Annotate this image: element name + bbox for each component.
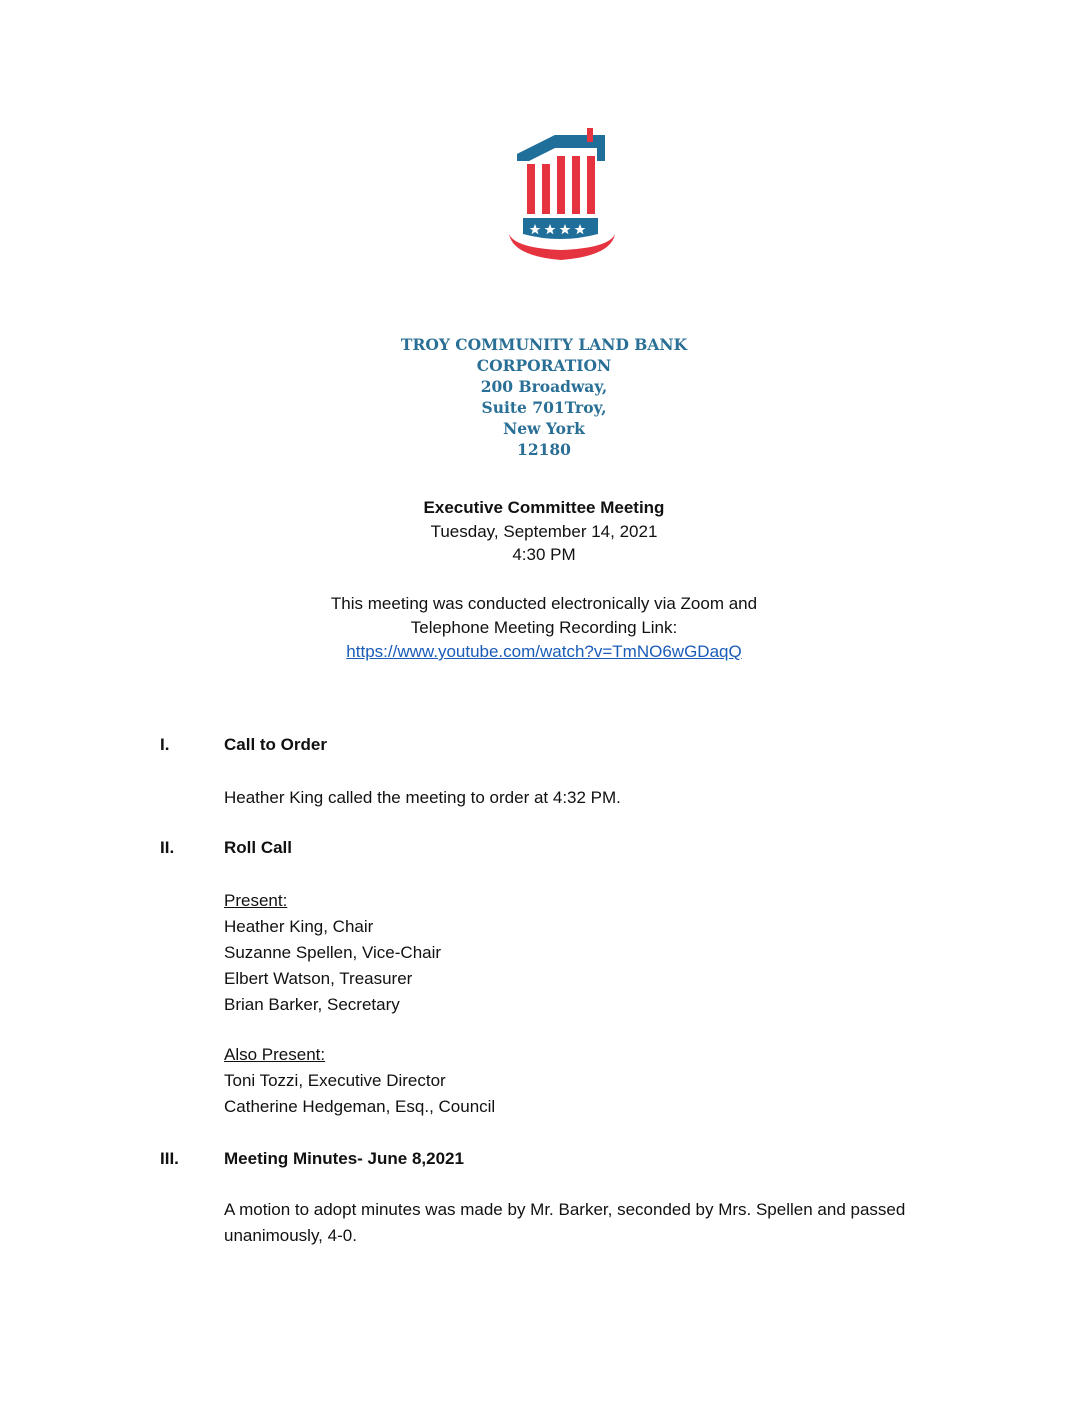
meeting-time: 4:30 PM (512, 545, 576, 564)
also-present-label: Also Present: (224, 1045, 326, 1064)
meeting-date: Tuesday, September 14, 2021 (430, 521, 658, 541)
meeting-title: Executive Committee Meeting (423, 498, 665, 517)
section-3-text-line-1: A motion to adopt minutes was made by Mr. Barker, seconded by Mrs. Spellen and passed (224, 1200, 906, 1219)
org-line-6: 12180 (517, 440, 571, 459)
conducted-line-2: Telephone Meeting Recording Link: (410, 618, 678, 637)
present-list (224, 888, 441, 1018)
section-3-title: Meeting Minutes- June 8,2021 (224, 1149, 464, 1168)
also-present-list (224, 1042, 495, 1120)
recording-link[interactable]: https://www.youtube.com/watch?v=TmNO6wGDaqQ (346, 642, 742, 661)
list-item: Toni Tozzi, Executive Director (224, 1071, 446, 1090)
section-2-title: Roll Call (224, 838, 293, 857)
list-item: Heather King, Chair (224, 917, 374, 936)
meeting-info (0, 496, 1088, 567)
list-item: Elbert Watson, Treasurer (224, 969, 413, 988)
org-line-3: 200 Broadway, (480, 377, 608, 396)
section-3-number: III. (160, 1149, 179, 1168)
section-1-text: Heather King called the meeting to order at 4:32 PM. (224, 788, 621, 807)
present-label: Present: (224, 891, 288, 910)
land-bank-logo-icon (505, 128, 620, 264)
organization-header (0, 334, 1088, 460)
org-line-1: TROY COMMUNITY LAND BANK (400, 335, 688, 354)
section-1-number: I. (160, 735, 170, 754)
section-1-title: Call to Order (224, 735, 327, 754)
list-item: Suzanne Spellen, Vice-Chair (224, 943, 442, 962)
list-item: Brian Barker, Secretary (224, 995, 400, 1014)
list-item: Catherine Hedgeman, Esq., Council (224, 1097, 496, 1116)
conducted-info (0, 592, 1088, 664)
section-3-text-line-2: unanimously, 4-0. (224, 1226, 357, 1245)
org-line-4: Suite 701Troy, (481, 398, 607, 417)
org-line-5: New York (503, 419, 585, 438)
section-2-number: II. (160, 838, 175, 857)
org-line-2: CORPORATION (476, 356, 612, 375)
section-3-text (224, 1197, 905, 1249)
conducted-line-1: This meeting was conducted electronically via Zoom and (330, 594, 758, 613)
